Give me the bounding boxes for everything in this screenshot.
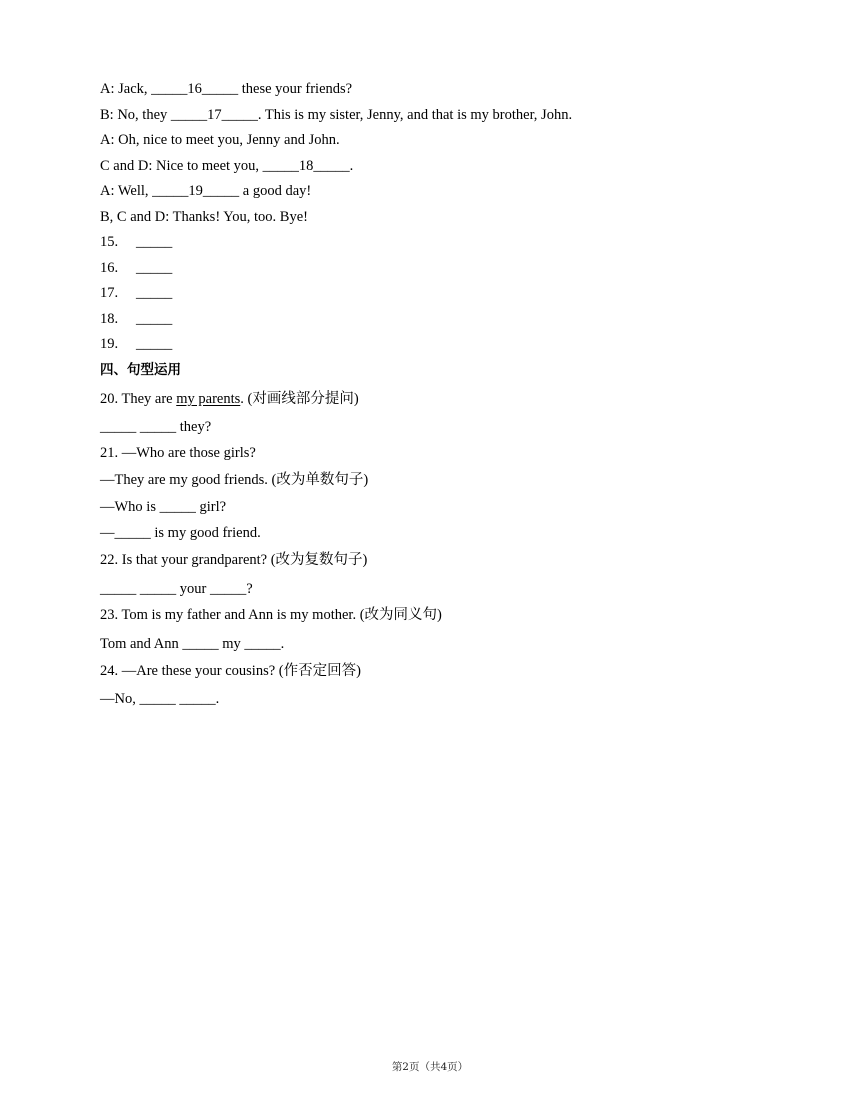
q21-line-2: —They are my good friends. (改为单数句子) bbox=[100, 472, 369, 488]
section-heading: 四、句型运用 bbox=[100, 362, 181, 378]
answer-line-18 bbox=[100, 310, 172, 328]
answer-number: 16. bbox=[100, 260, 119, 276]
dialogue-line-3: A: Oh, nice to meet you, Jenny and John. bbox=[100, 132, 340, 148]
q21-line-4: —_____ is my good friend. bbox=[100, 525, 261, 541]
q20-answer: _____ _____ they? bbox=[100, 419, 212, 435]
dialogue-line-1: A: Jack, _____16_____ these your friends? bbox=[100, 81, 353, 97]
q21-line-1: 21. —Who are those girls? bbox=[100, 445, 256, 461]
answer-number: 17. bbox=[100, 285, 119, 301]
q21-line-3: —Who is _____ girl? bbox=[100, 499, 227, 515]
answer-line-16 bbox=[100, 259, 172, 277]
dialogue-line-6: B, C and D: Thanks! You, too. Bye! bbox=[100, 209, 308, 225]
dialogue-line-2: B: No, they _____17_____. This is my sister, Jenny, and that is my brother, John. bbox=[100, 107, 573, 123]
q20-prefix: 20. They are bbox=[100, 391, 177, 407]
answer-blank: _____ bbox=[136, 311, 173, 327]
answer-blank: _____ bbox=[136, 285, 173, 301]
answer-number: 15. bbox=[100, 234, 119, 250]
answer-number: 18. bbox=[100, 311, 119, 327]
answer-line-19 bbox=[100, 335, 172, 353]
dialogue-line-4: C and D: Nice to meet you, _____18_____. bbox=[100, 158, 354, 174]
answer-blank: _____ bbox=[136, 336, 173, 352]
question-20 bbox=[100, 390, 359, 408]
q22-line-1: 22. Is that your grandparent? (改为复数句子) bbox=[100, 552, 368, 568]
page-footer: 第2页（共4页） bbox=[391, 1061, 469, 1073]
answer-line-15 bbox=[100, 233, 172, 251]
q24-line-2: —No, _____ _____. bbox=[100, 691, 220, 707]
q23-line-1: 23. Tom is my father and Ann is my mother. (改为同义句) bbox=[100, 607, 442, 623]
q20-suffix: . (对画线部分提问) bbox=[240, 391, 359, 407]
answer-number: 19. bbox=[100, 336, 119, 352]
q24-line-1: 24. —Are these your cousins? (作否定回答) bbox=[100, 663, 361, 679]
answer-line-17 bbox=[100, 284, 172, 302]
q23-line-2: Tom and Ann _____ my _____. bbox=[100, 636, 285, 652]
answer-blank: _____ bbox=[136, 260, 173, 276]
q20-underlined: my parents bbox=[176, 391, 241, 407]
q22-line-2: _____ _____ your _____? bbox=[100, 581, 253, 597]
answer-blank: _____ bbox=[136, 234, 173, 250]
dialogue-line-5: A: Well, _____19_____ a good day! bbox=[100, 183, 312, 199]
